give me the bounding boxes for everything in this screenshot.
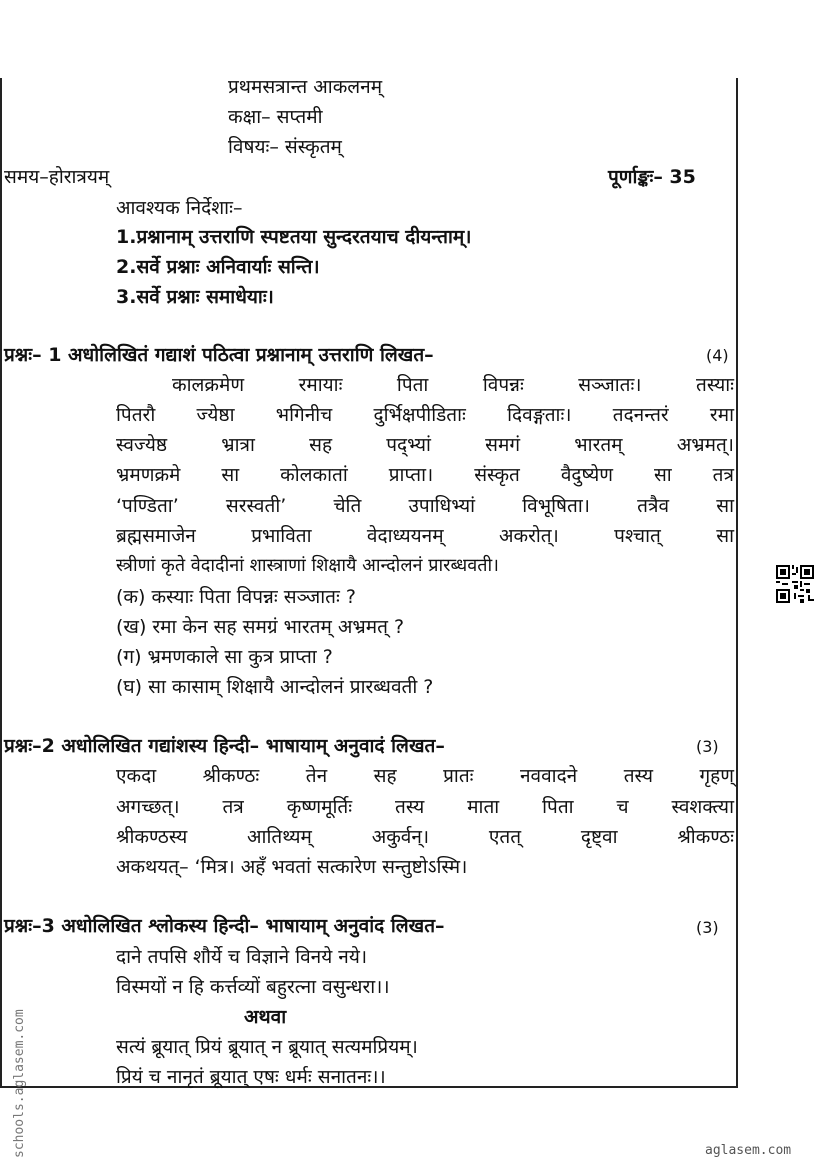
passage-line: अगच्छत्। तत्र कृष्णमूर्तिः तस्य माता पिता च स्वशक्त्या bbox=[116, 796, 734, 818]
verse-line: प्रियं च नानृतं ब्रूयात् एषः धर्मः सनातनः।। bbox=[116, 1066, 386, 1088]
question-3-heading: प्रश्नः–3 अधोलिखित श्लोकस्य हिन्दी– भाषायाम् अनुवांद लिखत– bbox=[4, 915, 445, 937]
instructions-heading: आवश्यक निर्देशाः– bbox=[116, 197, 243, 219]
passage-line: एकदा श्रीकण्ठः तेन सह प्रातः नववादने तस्य गृहण् bbox=[116, 765, 734, 787]
exam-title: प्रथमसत्रान्त आकलनम् bbox=[228, 76, 383, 98]
verse-line: दाने तपसि शौर्ये च विज्ञाने विनये नये। bbox=[116, 946, 368, 968]
passage-line: ‘पण्डिता’ सरस्वती’ चेति उपाधिभ्यां विभूषिता। तत्रैव सा bbox=[116, 495, 734, 517]
passage-line: भ्रमणक्रमे सा कोलकातां प्राप्ता। संस्कृत वैदुष्येण सा तत्र bbox=[116, 464, 734, 486]
side-watermark: schools.aglasem.com bbox=[12, 1009, 27, 1158]
or-label: अथवा bbox=[244, 1006, 287, 1028]
bottom-watermark: aglasem.com bbox=[705, 1143, 792, 1158]
passage-line: पितरौ ज्येष्ठा भगिनीच दुर्भिक्षपीडिताः दिवङ्गताः। तदनन्तरं रमा bbox=[116, 404, 734, 426]
instruction-item: 2.सर्वे प्रश्नाः अनिवार्याः सन्ति। bbox=[116, 256, 320, 278]
passage-line: अकथयत्– ‘मित्र। अहँ भवतां सत्कारेण सन्तुष्टोऽस्मि। bbox=[116, 856, 468, 878]
sub-question: (ग) भ्रमणकाले सा कुत्र प्राप्ता ? bbox=[116, 646, 333, 668]
sub-question: (क) कस्याः पिता विपन्नः सञ्जातः ? bbox=[116, 586, 356, 608]
subject-label: विषयः– संस्कृतम् bbox=[228, 136, 342, 158]
passage-line: ब्रह्मसमाजेन प्रभाविता वेदाध्ययनम् अकरोत्। पश्चात् सा bbox=[116, 525, 734, 547]
question-2-heading: प्रश्नः–2 अधोलिखित गद्यांशस्य हिन्दी– भाषायाम् अनुवादं लिखत– bbox=[4, 735, 445, 757]
verse-line: विस्मयों न हि कर्त्तव्यों बहुरत्ना वसुन्धरा।। bbox=[116, 976, 390, 998]
passage-line: स्वज्येष्ठ भ्रात्रा सह पद्भ्यां समगं भारतम् अभ्रमत्। bbox=[116, 434, 734, 456]
instruction-item: 3.सर्वे प्रश्नाः समाधेयाः। bbox=[116, 286, 274, 308]
sub-question: (ख) रमा केन सह समग्रं भारतम् अभ्रमत् ? bbox=[116, 616, 405, 638]
class-label: कक्षा– सप्तमी bbox=[228, 106, 323, 128]
passage-line: कालक्रमेण रमायाः पिता विपन्नः सञ्जातः। तस्याः bbox=[172, 374, 734, 396]
max-marks: पूर्णाङ्कः– 35 bbox=[608, 166, 696, 188]
qr-code-icon bbox=[776, 565, 814, 603]
time-label: समय–होरात्रयम् bbox=[4, 166, 110, 188]
question-3-marks: (3) bbox=[696, 918, 719, 937]
instruction-item: 1.प्रश्नानाम् उत्तराणि स्पष्टतया सुन्दरतयाच दीयन्ताम्। bbox=[116, 226, 472, 248]
question-1-marks: (4) bbox=[706, 346, 729, 365]
passage-line: स्त्रीणां कृते वेदादीनां शास्त्राणां शिक्षायै आन्दोलनं प्रारब्धवती। bbox=[116, 555, 499, 576]
passage-line: श्रीकण्ठस्य आतिथ्यम् अकुर्वन्। एतत् दृष्ट्वा श्रीकण्ठः bbox=[116, 826, 734, 848]
sub-question: (घ) सा कासाम् शिक्षायै आन्दोलनं प्रारब्धवती ? bbox=[116, 676, 434, 698]
verse-line: सत्यं ब्रूयात् प्रियं ब्रूयात् न ब्रूयात् सत्यमप्रियम्। bbox=[116, 1036, 418, 1058]
question-2-marks: (3) bbox=[696, 737, 719, 756]
question-1-heading: प्रश्नः– 1 अधोलिखितं गद्याशं पठित्वा प्रश्नानाम् उत्तराणि लिखत– bbox=[4, 344, 434, 366]
